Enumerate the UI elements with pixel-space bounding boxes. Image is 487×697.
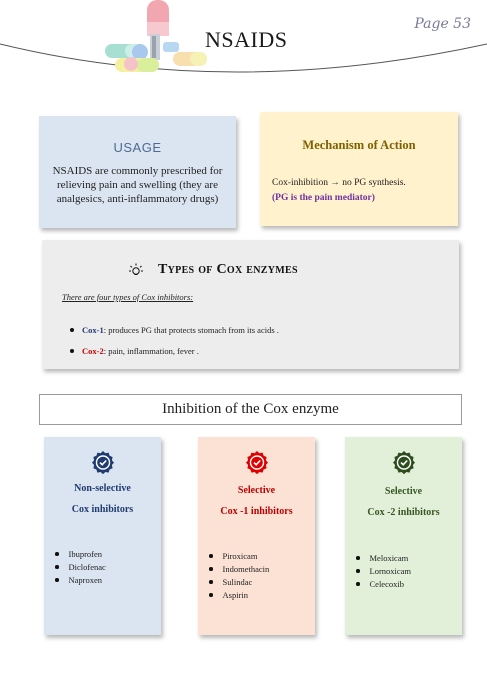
bullet: [55, 578, 59, 582]
mechanism-card: [260, 112, 458, 226]
cox-types-card: [42, 240, 459, 369]
list-item: [209, 577, 269, 587]
list-item: [209, 564, 269, 574]
drug-name: Meloxicam: [369, 553, 409, 563]
cox-types-heading-row: [128, 262, 298, 278]
inhibition-title: Inhibition of the Cox enzyme: [39, 394, 462, 425]
bullet: [209, 567, 213, 571]
drug-name: Sulindac: [222, 577, 253, 587]
mechanism-heading: Mechanism of Action: [302, 138, 416, 152]
drug-name: Naproxen: [68, 575, 103, 585]
drug-name: Diclofenac: [68, 562, 106, 572]
cox-types-heading: Types of Cox enzymes: [158, 262, 298, 277]
column-title-line-2: Cox -1 inhibitors: [220, 506, 293, 517]
bullet: [70, 349, 74, 353]
drug-list: [55, 549, 106, 588]
verified-badge-icon: [91, 450, 115, 474]
column-title-line-1: Selective: [384, 486, 423, 497]
drug-name: Aspirin: [222, 590, 248, 600]
pills-icon: [95, 0, 210, 75]
cox-1-label: Cox-1: [82, 325, 104, 335]
usage-card: [39, 116, 236, 228]
cox-types-subtitle: There are four types of Cox inhibitors:: [62, 292, 194, 302]
page-number: Page 53: [414, 16, 471, 32]
lightbulb-icon: [128, 262, 144, 278]
drug-name: Piroxicam: [222, 551, 258, 561]
list-item: [356, 579, 411, 589]
bullet: [55, 565, 59, 569]
bullet: [356, 582, 360, 586]
cox-types-list: [70, 325, 279, 367]
drug-name: Celecoxib: [369, 579, 404, 589]
bullet: [209, 554, 213, 558]
verified-badge-icon: [392, 450, 416, 474]
selective-cox2-card: [345, 437, 462, 635]
bullet: [356, 569, 360, 573]
list-item: [209, 590, 269, 600]
bullet: [70, 328, 74, 332]
list-item: [70, 325, 279, 335]
cox-1-text: : produces PG that protects stomach from its acids .: [103, 325, 279, 335]
column-title-line-2: Cox inhibitors: [71, 504, 134, 515]
list-item: [356, 566, 411, 576]
bullet: [55, 552, 59, 556]
list-item: [55, 549, 106, 559]
non-selective-card: [44, 437, 161, 635]
bullet: [209, 593, 213, 597]
usage-text: NSAIDS are commonly prescribed for relieving pain and swelling (they are analgesics, anti-inflammatory drugs): [52, 165, 223, 205]
bullet: [209, 580, 213, 584]
drug-name: Ibuprofen: [68, 549, 103, 559]
usage-heading: USAGE: [113, 140, 162, 155]
list-item: [209, 551, 269, 561]
drug-list: [209, 551, 269, 603]
mechanism-line-1: Cox-inhibition → no PG synthesis.: [272, 178, 406, 188]
drug-name: Lornoxicam: [369, 566, 412, 576]
cox-2-text: : pain, inflammation, fever .: [103, 346, 199, 356]
cox-2-label: Cox-2: [82, 346, 104, 356]
drug-list: [356, 553, 411, 592]
page-title: NSAIDS: [205, 27, 288, 52]
selective-cox1-card: [198, 437, 315, 635]
column-title-line-1: Selective: [237, 485, 276, 496]
mechanism-line-2: (PG is the pain mediator): [272, 193, 375, 203]
list-item: [356, 553, 411, 563]
column-title-line-1: Non-selective: [74, 483, 131, 494]
list-item: [70, 346, 279, 356]
bullet: [356, 556, 360, 560]
list-item: [55, 575, 106, 585]
verified-badge-icon: [245, 450, 269, 474]
list-item: [55, 562, 106, 572]
drug-name: Indomethacin: [222, 564, 270, 574]
column-title-line-2: Cox -2 inhibitors: [367, 507, 440, 518]
